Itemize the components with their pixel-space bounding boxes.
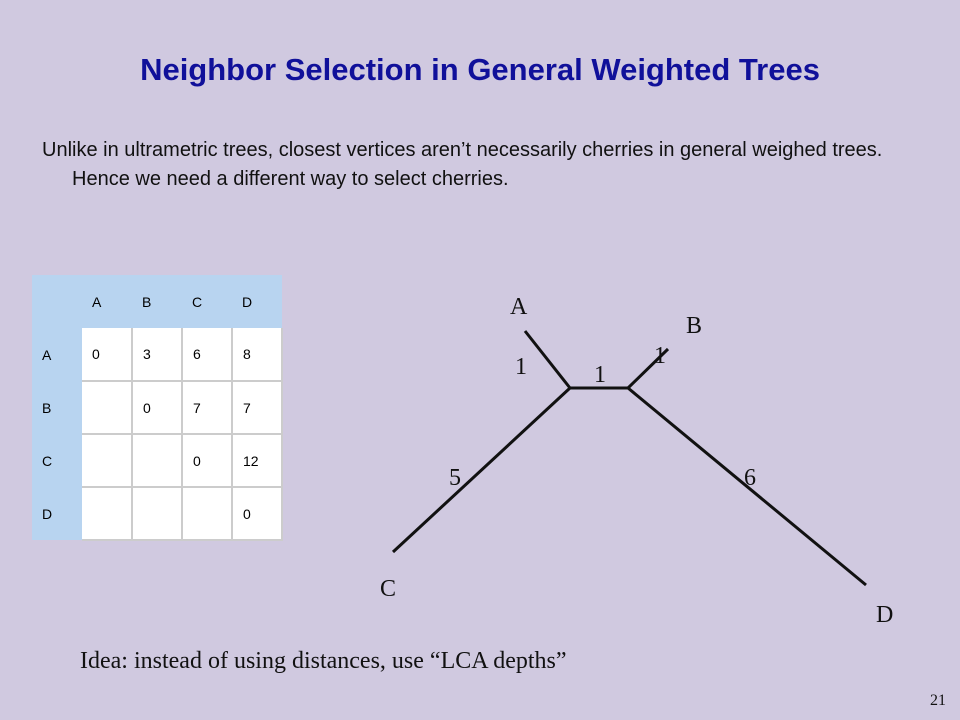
edge-weight-c: 5 <box>449 465 461 491</box>
table-cell: 7 <box>232 381 282 434</box>
column-header-c: C <box>182 275 232 328</box>
row-header-d: D <box>32 487 82 540</box>
leaf-label-b: B <box>686 313 703 339</box>
leaf-label-d: D <box>876 602 894 628</box>
column-header-a: A <box>82 275 132 328</box>
table-cell: 8 <box>232 328 282 381</box>
edge-c <box>393 388 570 552</box>
edge-weight-internal: 1 <box>594 362 606 388</box>
table-cell: 0 <box>82 328 132 381</box>
row-header-c: C <box>32 434 82 487</box>
page-number: 21 <box>930 692 946 709</box>
column-header-d: D <box>232 275 282 328</box>
table-cell: 0 <box>132 381 182 434</box>
idea-caption: Idea: instead of using distances, use “LCA depths” <box>80 648 567 674</box>
edge-weight-b: 1 <box>654 343 666 369</box>
table-cell: 0 <box>232 487 282 540</box>
edge-a <box>525 331 570 388</box>
row-header-b: B <box>32 381 82 434</box>
table-cell: 3 <box>132 328 182 381</box>
leaf-label-c: C <box>380 576 397 602</box>
slide-body-text: Unlike in ultrametric trees, closest vertices aren’t necessarily cherries in general weighed trees. Hence we need a different way to select cherries. <box>42 139 883 190</box>
slide-title: Neighbor Selection in General Weighted Trees <box>140 52 820 87</box>
edge-weight-d: 6 <box>744 465 756 491</box>
table-cell: 7 <box>182 381 232 434</box>
table-cell: 0 <box>182 434 232 487</box>
leaf-label-a: A <box>510 294 528 320</box>
column-header-b: B <box>132 275 182 328</box>
row-header-a: A <box>32 328 82 381</box>
edge-weight-a: 1 <box>515 354 527 380</box>
table-cell: 12 <box>232 434 282 487</box>
table-cell: 6 <box>182 328 232 381</box>
